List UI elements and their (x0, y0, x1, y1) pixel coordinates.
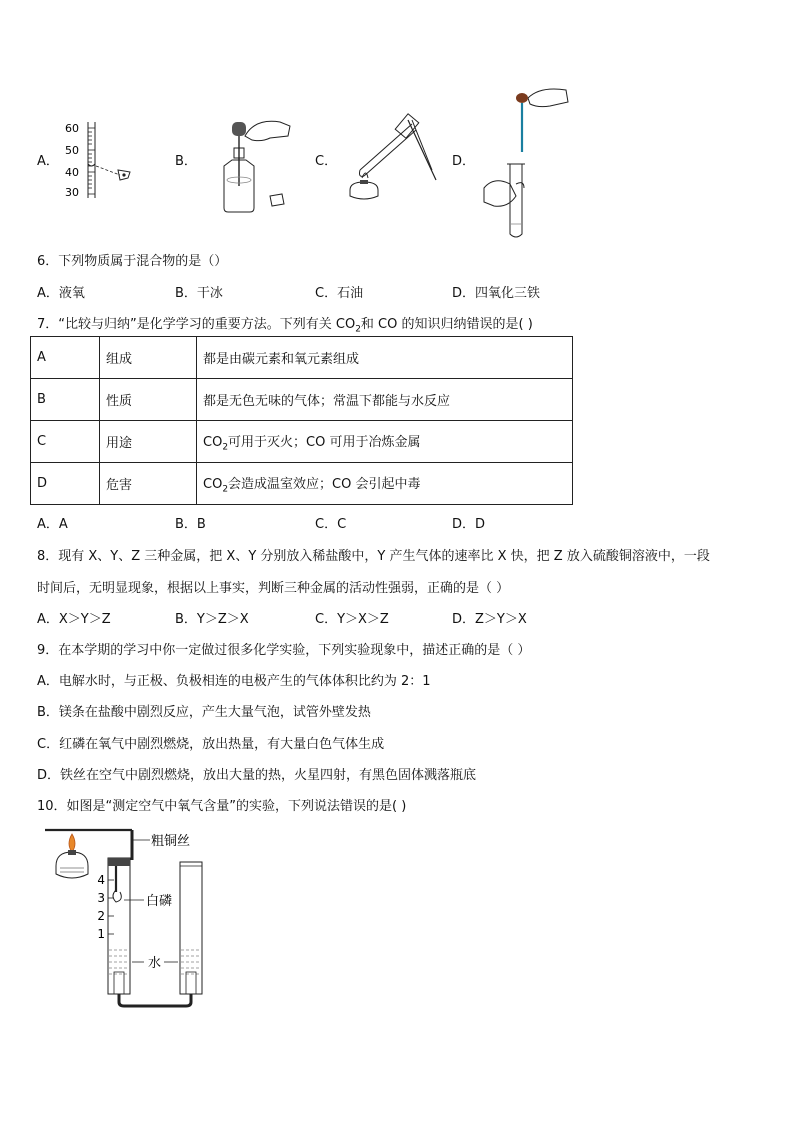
table-cell: 性质 (100, 379, 197, 421)
q6-option-c[interactable]: C．石油 (315, 286, 364, 301)
scale-label: 2 (97, 909, 105, 923)
table-cell: 组成 (100, 337, 197, 379)
table-cell (197, 379, 573, 421)
oxygen-content-apparatus-figure (40, 822, 240, 1012)
hand-icon (245, 121, 290, 140)
q7-option-d[interactable]: D．D (452, 517, 486, 532)
table-row (31, 379, 573, 421)
table-cell: B (31, 379, 100, 421)
q8-option-b[interactable]: B．Y＞Z＞X (175, 612, 249, 627)
table-cell: A (31, 337, 100, 379)
q5-option-d-label: D． (452, 154, 476, 169)
table-row (31, 421, 573, 463)
cell-text: 都是由碳元素和氧元素组成 (203, 352, 360, 367)
q5-option-a-label: A． (37, 154, 59, 169)
tongs-icon (408, 120, 436, 180)
cell-text: 会造成温室效应；CO 会引起中毒 (228, 476, 421, 492)
q9-option-d[interactable]: D．铁丝在空气中剧烈燃烧，放出大量的热，火星四射，有黑色固体溅落瓶底 (37, 768, 477, 783)
scale-label: 30 (65, 186, 79, 199)
scale-label: 60 (65, 122, 79, 135)
alcohol-lamp-icon (350, 182, 378, 199)
water-label: 水 (148, 956, 162, 971)
q7-option-a[interactable]: A．A (37, 517, 68, 532)
flame-icon (69, 834, 75, 852)
subscript: 2 (222, 484, 229, 495)
q9-option-b[interactable]: B．镁条在盐酸中剧烈反应，产生大量气泡，试管外壁发热 (37, 705, 371, 720)
table-row (31, 463, 573, 505)
q7-stem-text: 7．“比较与归纳”是化学学习的重要方法。下列有关 CO (37, 317, 356, 332)
q9-option-a[interactable]: A．电解水时，与正极、负极相连的电极产生的气体体积比约为 2：1 (37, 674, 431, 689)
q8-option-d[interactable]: D．Z＞Y＞X (452, 612, 527, 627)
q8-stem-line2: 时间后，无明显现象，根据以上事实，判断三种金属的活动性强弱，正确的是（ ） (37, 581, 510, 596)
cell-text: 可用于灭火；CO 可用于冶炼金属 (228, 434, 421, 450)
q8-option-a[interactable]: A．X＞Y＞Z (37, 612, 111, 627)
q7-table (30, 336, 573, 505)
q10-stem: 10．如图是“测定空气中氧气含量”的实验，下列说法错误的是( ) (37, 799, 407, 814)
q8-option-c[interactable]: C．Y＞X＞Z (315, 612, 389, 627)
cell-text: CO (203, 434, 223, 450)
table-cell (197, 463, 573, 505)
table-cell: C (31, 421, 100, 463)
q7-stem (37, 313, 533, 335)
test-tube-heating-figure (342, 108, 442, 208)
copper-wire-label: 粗铜丝 (151, 834, 191, 849)
subscript: 2 (222, 442, 229, 453)
hand-icon (528, 89, 568, 107)
table-cell (197, 421, 573, 463)
q7-stem-text: 和 CO 的知识归纳错误的是( ) (360, 317, 533, 332)
scale-label: 4 (97, 873, 105, 887)
scale-label: 1 (97, 927, 105, 941)
q8-stem-line1: 8．现有 X、Y、Z 三种金属，把 X、Y 分别放入稀盐酸中，Y 产生气体的速率比 X 快，把 Z 放入硫酸铜溶液中，一段 (37, 549, 710, 564)
dropper-bottle-figure (210, 108, 295, 218)
q5-option-c-label: C． (315, 154, 338, 169)
q9-stem: 9．在本学期的学习中你一定做过很多化学实验，下列实验现象中，描述正确的是（ ） (37, 643, 531, 658)
dropper-test-tube-figure (480, 84, 575, 244)
cell-text: 都是无色无味的气体；常温下都能与水反应 (203, 394, 451, 409)
scale-label: 50 (65, 144, 79, 157)
stopper-icon (270, 194, 284, 206)
hand-icon (484, 181, 516, 206)
q7-option-b[interactable]: B．B (175, 517, 206, 532)
q5-option-b-label: B． (175, 154, 197, 169)
subscript: 2 (355, 324, 361, 335)
q6-option-d[interactable]: D．四氧化三铁 (452, 286, 541, 301)
cell-text: CO (203, 476, 223, 492)
q6-option-a[interactable]: A．液氧 (37, 286, 85, 301)
alcohol-lamp-icon (56, 852, 88, 878)
q6-option-b[interactable]: B．干冰 (175, 286, 223, 301)
white-phosphorus-label: 白磷 (146, 894, 173, 909)
scale-label: 3 (97, 891, 105, 905)
graduated-cylinder-reading-figure (58, 118, 138, 200)
q6-stem: 6．下列物质属于混合物的是（） (37, 254, 228, 269)
scale-label: 40 (65, 166, 79, 179)
table-cell (197, 337, 573, 379)
table-cell: 用途 (100, 421, 197, 463)
q7-option-c[interactable]: C．C (315, 517, 347, 532)
table-row (31, 337, 573, 379)
q9-option-c[interactable]: C．红磷在氧气中剧烈燃烧，放出热量，有大量白色气体生成 (37, 737, 385, 752)
table-cell: 危害 (100, 463, 197, 505)
table-cell: D (31, 463, 100, 505)
